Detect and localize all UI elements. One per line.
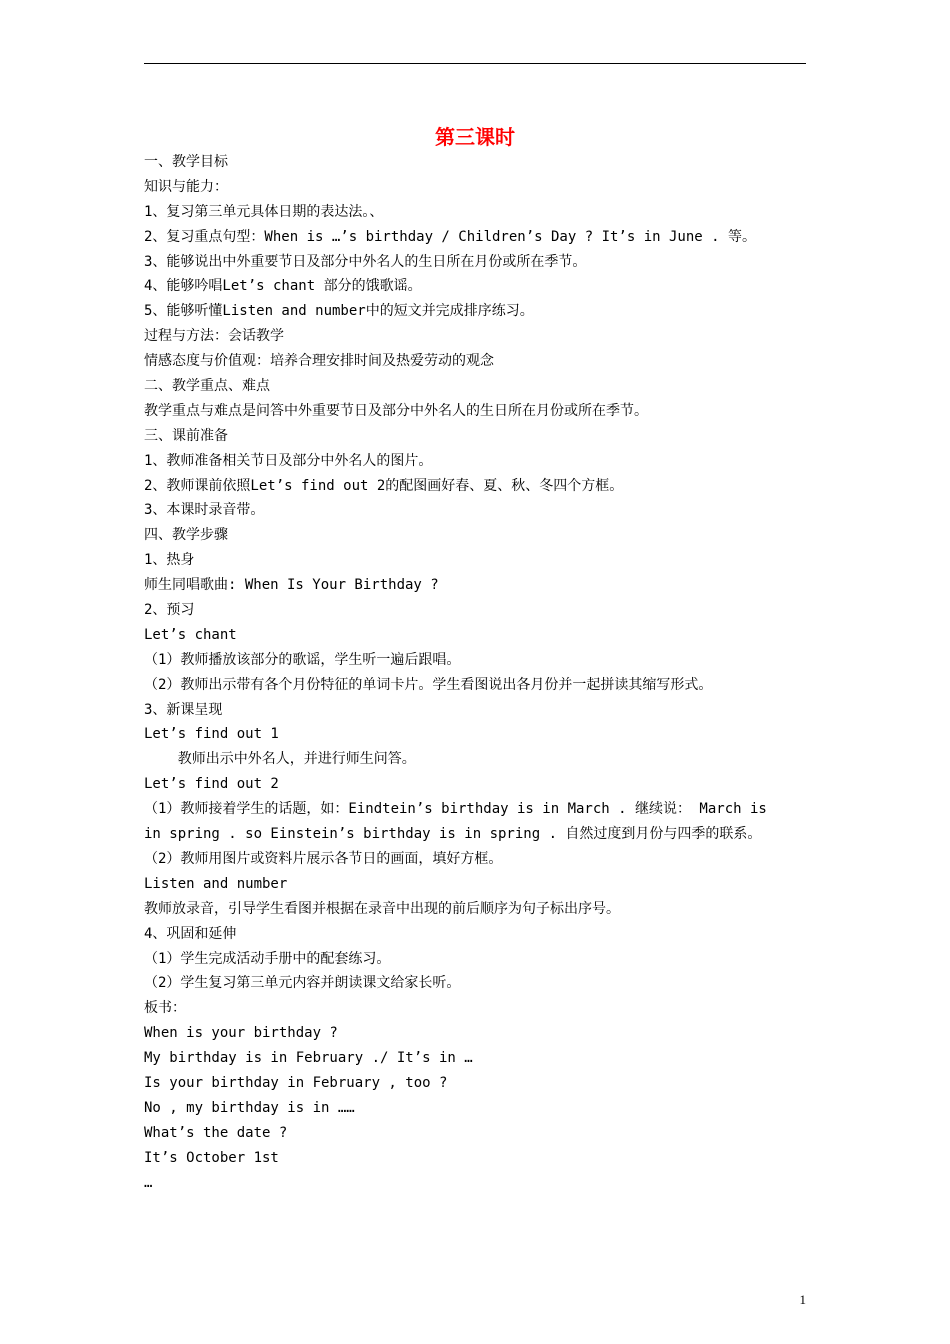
text-line: 情感态度与价值观：培养合理安排时间及热爱劳动的观念 — [144, 353, 494, 370]
page-number: 1 — [799, 1292, 806, 1307]
text-line: 1、教师准备相关节日及部分中外名人的图片。 — [144, 452, 433, 469]
text-line: （1）学生完成活动手册中的配套练习。 — [144, 950, 391, 967]
text-line: 4、能够吟唱Let’s chant 部分的饿歌谣。 — [144, 278, 422, 295]
text-line: … — [144, 1174, 153, 1191]
text-line: When is your birthday ? — [144, 1025, 338, 1042]
document-body — [144, 150, 816, 1195]
text-line: 1、复习第三单元具体日期的表达法。、 — [144, 203, 384, 220]
text-line: （2）教师用图片或资料片展示各节日的画面，填好方框。 — [144, 850, 503, 867]
text-line: （1）教师播放该部分的歌谣，学生听一遍后跟唱。 — [144, 651, 461, 668]
text-line: 5、能够听懂Listen and number中的短文并完成排序练习。 — [144, 303, 534, 320]
text-line: Let’s find out 1 — [144, 726, 279, 743]
text-line: 板书： — [144, 1000, 186, 1017]
text-line: 2、复习重点句型：When is …’s birthday / Children’s Day ? It’s in June . 等。 — [144, 228, 757, 245]
text-line: Listen and number — [144, 875, 288, 892]
text-line: （1）教师接着学生的话题，如：Eindtein’s birthday is in March . 继续说： March is — [144, 801, 767, 818]
text-line: What’s the date ? — [144, 1124, 288, 1141]
text-line: 3、本课时录音带。 — [144, 502, 265, 519]
text-line: 知识与能力： — [144, 178, 228, 195]
text-line: Let’s find out 2 — [144, 776, 279, 793]
text-line: （2）教师出示带有各个月份特征的单词卡片。学生看图说出各月份并一起拼读其缩写形式。 — [144, 676, 713, 693]
text-line: 2、教师课前依照Let’s find out 2的配图画好春、夏、秋、冬四个方框。 — [144, 477, 624, 494]
text-line: 3、能够说出中外重要节日及部分中外名人的生日所在月份或所在季节。 — [144, 253, 587, 270]
text-line: No , my birthday is in …… — [144, 1099, 355, 1116]
text-line: 二、教学重点、难点 — [144, 378, 270, 395]
text-line: 教师出示中外名人，并进行师生问答。 — [144, 751, 416, 768]
text-line: （2）学生复习第三单元内容并朗读课文给家长听。 — [144, 975, 461, 992]
text-line: 教学重点与难点是问答中外重要节日及部分中外名人的生日所在月份或所在季节。 — [144, 402, 648, 419]
text-line: It’s October 1st — [144, 1149, 279, 1166]
text-line: 4、巩固和延伸 — [144, 925, 237, 942]
text-line: 过程与方法：会话教学 — [144, 328, 284, 345]
text-line: Is your birthday in February , too ? — [144, 1074, 448, 1091]
text-line: 3、新课呈现 — [144, 701, 223, 718]
text-line: 一、教学目标 — [144, 154, 228, 170]
text-line: in spring . so Einstein’s birthday is in spring . 自然过度到月份与四季的联系。 — [144, 826, 762, 843]
text-line: 师生同唱歌曲: When Is Your Birthday ? — [144, 577, 439, 594]
text-line: Let’s chant — [144, 626, 237, 643]
document-title: 第三课时 — [435, 125, 515, 149]
text-line: 三、课前准备 — [144, 427, 228, 444]
text-line: 1、热身 — [144, 552, 195, 569]
header-rule — [144, 63, 806, 64]
text-line: 教师放录音，引导学生看图并根据在录音中出现的前后顺序为句子标出序号。 — [144, 900, 620, 917]
text-line: 2、预习 — [144, 602, 195, 619]
text-line: 四、教学步骤 — [144, 527, 228, 544]
text-line: My birthday is in February ./ It’s in … — [144, 1050, 473, 1067]
